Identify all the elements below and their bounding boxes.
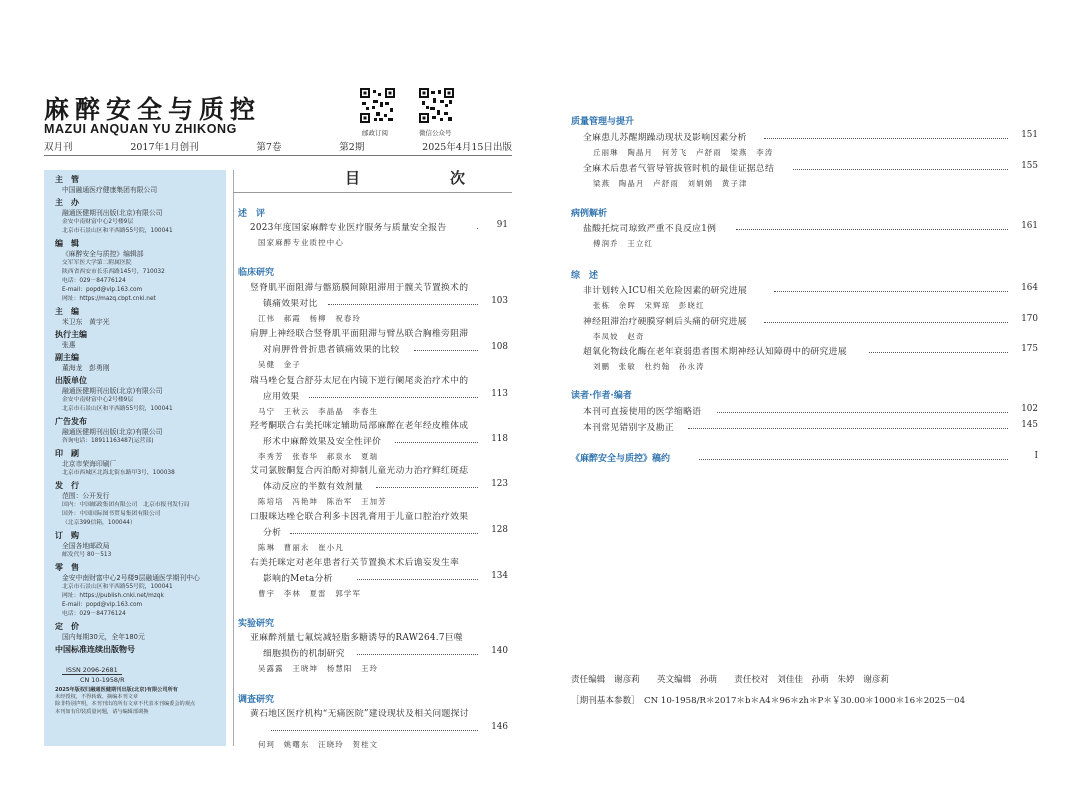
- leader-dots: [477, 228, 479, 229]
- toc-page-number: 155: [1021, 161, 1038, 171]
- sidebar-line: 全国各地邮政局: [62, 542, 110, 550]
- toc-page-number: 140: [491, 646, 508, 656]
- leader-dots: [793, 169, 1009, 170]
- toc-page-number: 175: [1021, 344, 1038, 354]
- leader-dots: [376, 487, 479, 488]
- pub-volume: 第7卷: [256, 142, 282, 153]
- toc-page-number: 118: [491, 434, 508, 444]
- call-for-papers-title: 《麻醉安全与质控》稿约: [571, 454, 671, 464]
- toc-entry-title: 肩胛上神经联合竖脊肌平面阻滞与臂丛联合胸椎旁阻滞: [250, 329, 469, 339]
- toc-page-number: 108: [491, 342, 508, 352]
- masthead-sidebar: [44, 170, 226, 746]
- toc-entry-title: 艾司氯胺酮复合丙泊酚对抑制儿童光动力治疗鲜红斑痣: [250, 466, 469, 476]
- sidebar-line: 交军军医大学第二附属医院: [62, 260, 132, 266]
- editors-line: 责任编辑 谢彦莉 英文编辑 孙萌 责任校对 刘佳佳 孙萌 朱婷 谢彦莉: [571, 675, 889, 685]
- sidebar-copyright: [55, 687, 223, 716]
- toc-entry-title-cont: 镇痛效果对比: [263, 299, 318, 309]
- sidebar-line: 中国融通医疗健康集团有限公司: [62, 186, 158, 194]
- qr-wechat-label: 微信公众号: [419, 129, 452, 137]
- leader-dots: [290, 533, 478, 534]
- sidebar-heading: 印 刷: [55, 449, 79, 458]
- toc-entry-title-cont: 影响的Meta分析: [263, 574, 333, 584]
- section-heading: 述 评: [238, 209, 266, 219]
- leader-dots: [699, 459, 1008, 460]
- sidebar-heading: 副主编: [55, 353, 79, 362]
- toc-authors: 傅润乔 王立红: [593, 239, 654, 248]
- toc-page-number: 151: [1021, 130, 1038, 140]
- pub-date: 2025年4月15日出版: [422, 142, 512, 153]
- toc-entry-title: 全麻术后患者气管导管拔管时机的最佳证据总结: [583, 164, 775, 174]
- sidebar-line: 国内每期30元，全年180元: [62, 633, 145, 641]
- leader-dots: [328, 304, 478, 305]
- sidebar-line: 网址：https://publish.cnki.net/mzqk: [62, 593, 164, 599]
- toc-entry-title: 口服咪达唑仑联合利多卡因乳膏用于儿童口腔治疗效果: [250, 512, 469, 522]
- sidebar-heading: 主 管: [55, 175, 79, 184]
- toc-authors: 陈琳 曹丽永 崔小凡: [258, 543, 344, 552]
- leader-dots: [309, 397, 478, 398]
- copyright-line: 本刊如有印装质量问题，请与编辑部调换: [55, 708, 149, 715]
- leader-dots: [357, 579, 479, 580]
- toc-entry-title-cont: 分析: [263, 528, 282, 538]
- sidebar-content: [55, 172, 223, 716]
- journal-title: 麻醉安全与质控: [44, 95, 262, 124]
- leader-dots: [736, 229, 1009, 230]
- toc-entry-title-cont: 对肩胛骨骨折患者镇痛效果的比较: [263, 345, 400, 355]
- toc-entry-title-cont: 形术中麻醉效果及安全性评价: [263, 437, 382, 447]
- toc-entry-title: 瑞马唑仑复合舒芬太尼在内镜下逆行阑尾炎治疗术中的: [250, 376, 469, 386]
- masthead-divider: [44, 155, 512, 156]
- sidebar-heading: 主 编: [55, 307, 79, 316]
- pub-frequency: 双月刊: [44, 142, 73, 153]
- toc-entry-title: 非计划转入ICU相关危险因素的研究进展: [583, 286, 748, 296]
- sidebar-heading: 订 购: [55, 531, 79, 540]
- qr-postal-label: 邮政订阅: [362, 129, 388, 137]
- sidebar-line: 咨询电话：18911163487(运营部): [62, 438, 154, 444]
- leader-dots: [717, 412, 1009, 413]
- sidebar-line: 融通医健期刊出版(北京)有限公司: [62, 428, 163, 436]
- toc-entry-title: 2023年度国家麻醉专业医疗服务与质量安全报告: [250, 223, 447, 233]
- sidebar-line: 范围：公开发行: [62, 492, 110, 500]
- leader-dots: [357, 654, 479, 655]
- toc-entry-title-cont: 细胞损伤的机制研究: [263, 649, 345, 659]
- toc-page-number: 145: [1021, 420, 1038, 430]
- copyright-line: 2025年版权归融通医健期刊出版(北京)有限公司所有: [55, 687, 178, 693]
- section-heading: 实验研究: [238, 619, 275, 629]
- issn-number: ISSN 2096-2681: [62, 666, 122, 675]
- toc-entry-title: 本刊可直接使用的医学缩略语: [583, 407, 702, 417]
- sidebar-heading: 发 行: [55, 481, 79, 490]
- toc-authors: 何珂 姚曙东 汪晓玲 贺桂文: [258, 740, 379, 749]
- toc-page-number: 134: [491, 571, 508, 581]
- sidebar-line: 北京市荣海印刷厂: [62, 460, 117, 468]
- toc-entry-title: 全麻患儿苏醒期躁动现状及影响因素分析: [583, 133, 747, 143]
- toc-authors: 吴健 金子: [258, 360, 301, 369]
- sidebar-heading: 执行主编: [55, 330, 87, 339]
- sidebar-line: E-mail：popd@vip.163.com: [62, 602, 143, 608]
- sidebar-line: 邮发代号 80－513: [62, 552, 112, 558]
- sidebar-line: 电话：029－84776124: [62, 278, 126, 284]
- sidebar-heading: 中国标准连续出版物号: [55, 645, 135, 654]
- call-for-papers-page: Ⅰ: [1034, 451, 1038, 461]
- pub-issue: 第2期: [339, 142, 365, 153]
- toc-authors: 国家麻醉专业质控中心: [258, 238, 344, 247]
- copyright-line: 除非特别声明，本刊刊出的所有文章不代表本刊编委会的观点: [55, 701, 196, 708]
- toc-entry-title: 超氧化物歧化酶在老年衰弱患者围术期神经认知障碍中的研究进展: [583, 347, 847, 357]
- sidebar-heading: 主 办: [55, 198, 79, 207]
- leader-dots: [395, 442, 479, 443]
- toc-page-number: 113: [491, 389, 508, 399]
- contents-title-rule: [233, 192, 512, 193]
- sidebar-line: 北京市石景山区和平西路55号院，100041: [62, 228, 173, 234]
- sidebar-line: 董海龙 彭勇刚: [62, 364, 110, 372]
- sidebar-line: 北京市西城区北海北街东路甲3号，100038: [62, 470, 175, 476]
- toc-authors: 张栋 余晖 宋辉琼 彭晓红: [593, 301, 705, 310]
- sidebar-line: 国内：中国邮政集团有限公司 北京市报刊发行局: [62, 502, 190, 508]
- toc-entry-title: 黄石地区医疗机构“无痛医院”建设现状及相关问题探讨: [250, 709, 469, 719]
- sidebar-line: 北京市石景山区和平西路55号院，100041: [62, 584, 173, 590]
- toc-page-number: 164: [1021, 283, 1038, 293]
- sidebar-line: 融通医健期刊出版(北京)有限公司: [62, 209, 163, 217]
- qr-wechat: [419, 88, 454, 137]
- sidebar-heading: 定 价: [55, 622, 79, 631]
- toc-authors: 丘丽琳 陶晶月 何芳飞 卢舒雨 梁燕 李涛: [593, 148, 774, 157]
- leader-dots: [869, 352, 1009, 353]
- toc-page-number: 103: [491, 296, 508, 306]
- sidebar-line: 陕西省西安市长乐西路145号，710032: [62, 269, 165, 275]
- section-heading: 质量管理与提升: [571, 117, 635, 127]
- toc-authors: 梁燕 陶晶月 卢舒雨 刘娟娟 黄子津: [593, 179, 748, 188]
- sidebar-line: 国外：中国国际图书贸易集团有限公司: [62, 511, 161, 517]
- contents-title: 目 次: [345, 169, 486, 187]
- qr-code-icon: [360, 88, 395, 123]
- section-heading: 综 述: [571, 271, 599, 281]
- section-heading: 病例解析: [571, 209, 608, 219]
- column-divider: [233, 170, 234, 746]
- sidebar-line: 张惠: [62, 341, 76, 349]
- toc-authors: 曹宇 李林 夏雷 郭学军: [258, 589, 362, 598]
- toc-page-number: 123: [491, 479, 508, 489]
- toc-entry-title: 盐酸托烷司琼致严重不良反应1例: [583, 224, 717, 234]
- sidebar-line: 金安中南财富中心2号楼9层: [62, 219, 134, 225]
- leader-dots: [764, 138, 1008, 139]
- pub-founded: 2017年1月创刊: [130, 142, 199, 153]
- section-heading: 临床研究: [238, 268, 275, 278]
- toc-page-number: 91: [496, 220, 508, 230]
- qr-code-icon: [419, 88, 454, 123]
- leader-dots: [688, 428, 1008, 429]
- toc-authors: 马宁 王秋云 李晶晶 李春生: [258, 407, 379, 416]
- toc-authors: 李凤姣 赵奇: [593, 332, 645, 341]
- sidebar-heading: 编 辑: [55, 239, 79, 248]
- toc-entry-title: 神经阻滞治疗硬膜穿刺后头痛的研究进展: [583, 317, 747, 327]
- sidebar-heading: 零 售: [55, 563, 79, 572]
- sidebar-line: 融通医健期刊出版(北京)有限公司: [62, 387, 163, 395]
- sidebar-line: 米卫东 黄宇光: [62, 318, 110, 326]
- publication-info: [44, 139, 512, 153]
- sidebar-line: （北京399信箱，100044）: [62, 520, 136, 526]
- toc-entry-title: 竖脊肌平面阻滞与髂筋膜间隙阻滞用于髋关节置换术的: [250, 283, 469, 293]
- toc-authors: 刘鹏 张敏 杜约翰 孙永涛: [593, 362, 705, 371]
- cn-number: CN 10-1958/R: [80, 676, 125, 684]
- toc-authors: 江伟 郝霞 杨柳 祝春玲: [258, 314, 362, 323]
- sidebar-heading: 广告发布: [55, 417, 87, 426]
- toc-page-number: 146: [491, 722, 508, 732]
- toc-page-number: 170: [1021, 314, 1038, 324]
- section-heading: 调查研究: [238, 695, 275, 705]
- toc-authors: 陈培培 冯艳坤 陈治军 王加芳: [258, 497, 387, 506]
- sidebar-line: 金安中南财富中心2号楼9层融通医学期刊中心: [62, 574, 200, 582]
- leader-dots: [271, 730, 478, 731]
- toc-page-number: 102: [1021, 404, 1038, 414]
- toc-entry-title: 亚麻醉剂量七氟烷减轻脂多糖诱导的RAW264.7巨噬: [250, 633, 463, 643]
- leader-dots: [764, 322, 1008, 323]
- toc-entry-title-cont: 体动反应的半数有效剂量: [263, 482, 364, 492]
- toc-entry-title: 右美托咪定对老年患者行关节置换术术后谵妄发生率: [250, 558, 460, 568]
- toc-page-number: 161: [1021, 221, 1038, 231]
- section-heading: 读者·作者·编者: [571, 391, 632, 401]
- issn-cn-box: [55, 657, 223, 684]
- qr-postal: [360, 88, 395, 137]
- toc-entry-title-cont: 应用效果: [263, 392, 300, 402]
- toc-page-number: 128: [491, 525, 508, 535]
- toc-entry-title: 本刊常见错别字及勘正: [583, 423, 674, 433]
- sidebar-line: 《麻醉安全与质控》编辑部: [62, 250, 144, 258]
- toc-authors: 李秀芳 张春华 郝泉水 夏瑞: [258, 452, 379, 461]
- sidebar-heading: 出版单位: [55, 376, 87, 385]
- sidebar-line: 北京市石景山区和平西路55号院，100041: [62, 406, 173, 412]
- sidebar-line: E-mail：popd@vip.163.com: [62, 287, 143, 293]
- leader-dots: [774, 291, 1009, 292]
- sidebar-line: 网址：https://mazq.cbpt.cnki.net: [62, 296, 156, 302]
- toc-authors: 吴露露 王晓坤 杨慧阳 王玲: [258, 664, 379, 673]
- journal-pinyin: MAZUI ANQUAN YU ZHIKONG: [44, 122, 237, 136]
- sidebar-line: 电话：029－84776124: [62, 611, 126, 617]
- journal-params: ［期刊基本参数］ CN 10-1958/R＊2017＊b＊A4＊96＊zh＊P＊￥30.00＊1000＊16＊2025－04: [571, 696, 966, 706]
- sidebar-line: 金安中南财富中心2号楼9层: [62, 397, 134, 403]
- leader-dots: [414, 350, 479, 351]
- copyright-line: 未经授权，不得转载、摘编本刊文章: [55, 694, 139, 701]
- toc-entry-title: 羟考酮联合右美托咪定辅助局部麻醉在老年经皮椎体成: [250, 421, 469, 431]
